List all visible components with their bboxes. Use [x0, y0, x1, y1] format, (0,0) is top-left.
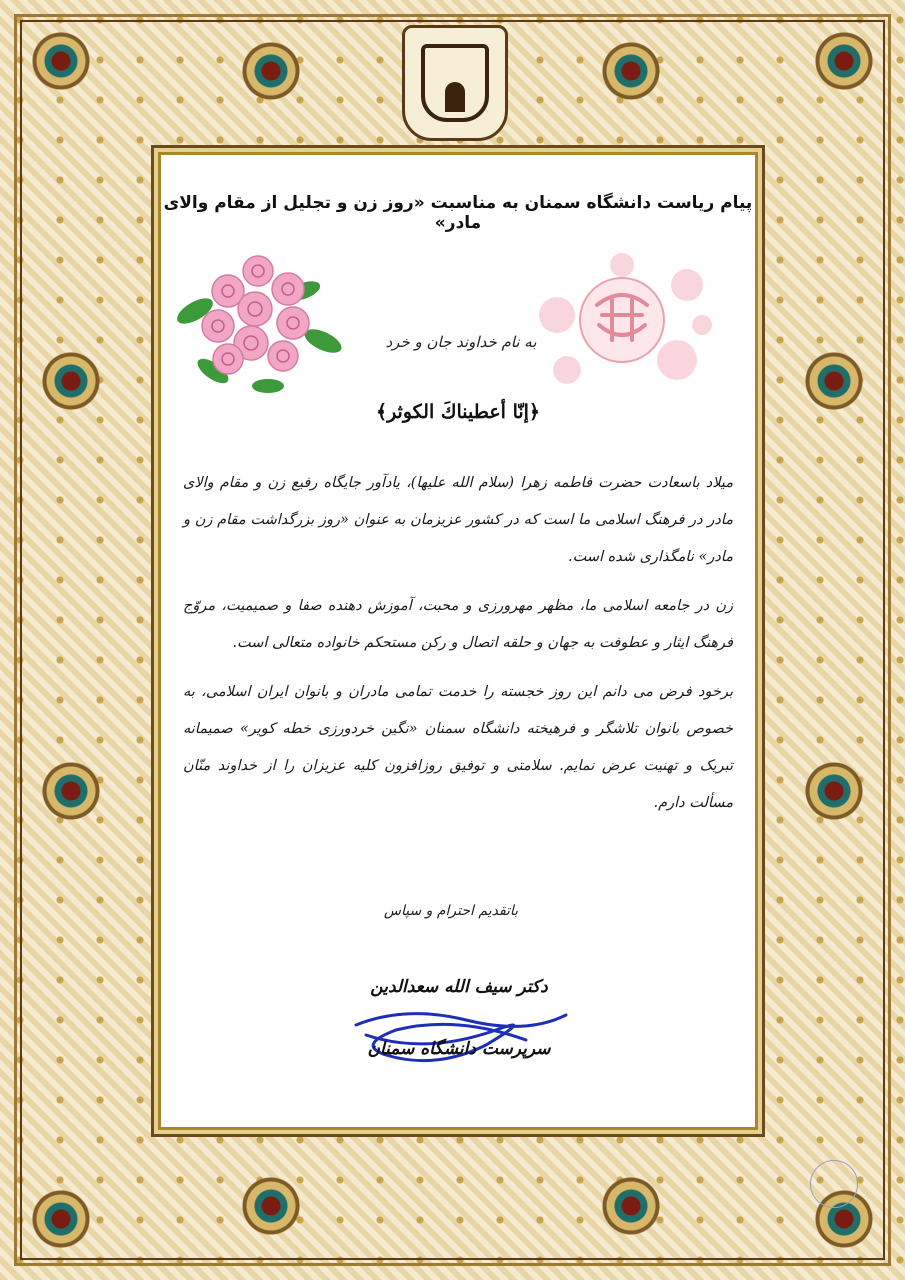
stamp-mark [810, 1160, 858, 1208]
border-medallion [600, 1175, 662, 1237]
signature-mark [346, 985, 576, 1075]
border-medallion [240, 1175, 302, 1237]
paragraph: زن در جامعه اسلامی ما، مظهر مهرورزی و محبت، آموزش دهنده صفا و صمیمیت، مروّج فرهنگ ایثار و عطوفت به جهان و حلقه اتصال و رکن مستحکم خانواده متعالی است. [183, 598, 733, 651]
signatory-role: سرپرست دانشگاه سمنان [367, 1039, 551, 1059]
border-medallion [813, 30, 875, 92]
university-emblem-icon [402, 25, 508, 141]
signatory-name: دکتر سیف الله سعدالدین [370, 977, 548, 997]
rose-bouquet-icon [173, 251, 343, 401]
closing-phrase: باتقدیم احترام و سپاس [383, 903, 519, 919]
letter-panel [158, 152, 758, 1130]
paragraph: میلاد باسعادت حضرت فاطمه زهرا (سلام الله علیها)، یادآور جایگاه رفیع زن و مقام والای مادر در فرهنگ اسلامی ما است که در کشور عزیزمان به عنوان «روز بزرگداشت مقام زن و مادر» نامگذاری شده است. [183, 475, 733, 565]
basmala: به نام خداوند جان و خرد [385, 333, 537, 351]
quran-verse: ﴿إنّا أعطيناكَ الكوثر﴾ [375, 401, 541, 423]
letter-body [183, 465, 733, 834]
border-medallion [40, 350, 102, 412]
border-medallion [803, 760, 865, 822]
border-medallion [30, 1188, 92, 1250]
border-medallion [40, 760, 102, 822]
border-medallion [803, 350, 865, 412]
border-medallion [240, 40, 302, 102]
border-medallion [600, 40, 662, 102]
letter-title: پیام ریاست دانشگاه سمنان به مناسبت «روز زن و تجلیل از مقام والای مادر» [163, 193, 753, 233]
calligraphy-seal-icon [527, 245, 717, 395]
paragraph: برخود فرض می دانم این روز خجسته را خدمت تمامی مادران و بانوان ایران اسلامی، به خصوص بانوان تلاشگر و فرهیخته دانشگاه سمنان «نگین خردورزی خطه کویر» صمیمانه تبریک و تهنیت عرض نمایم. سلامتی و توفیق روزافزون کلیه عزیزان را از خداوند منّان مسألت دارم. [183, 684, 733, 811]
border-medallion [30, 30, 92, 92]
